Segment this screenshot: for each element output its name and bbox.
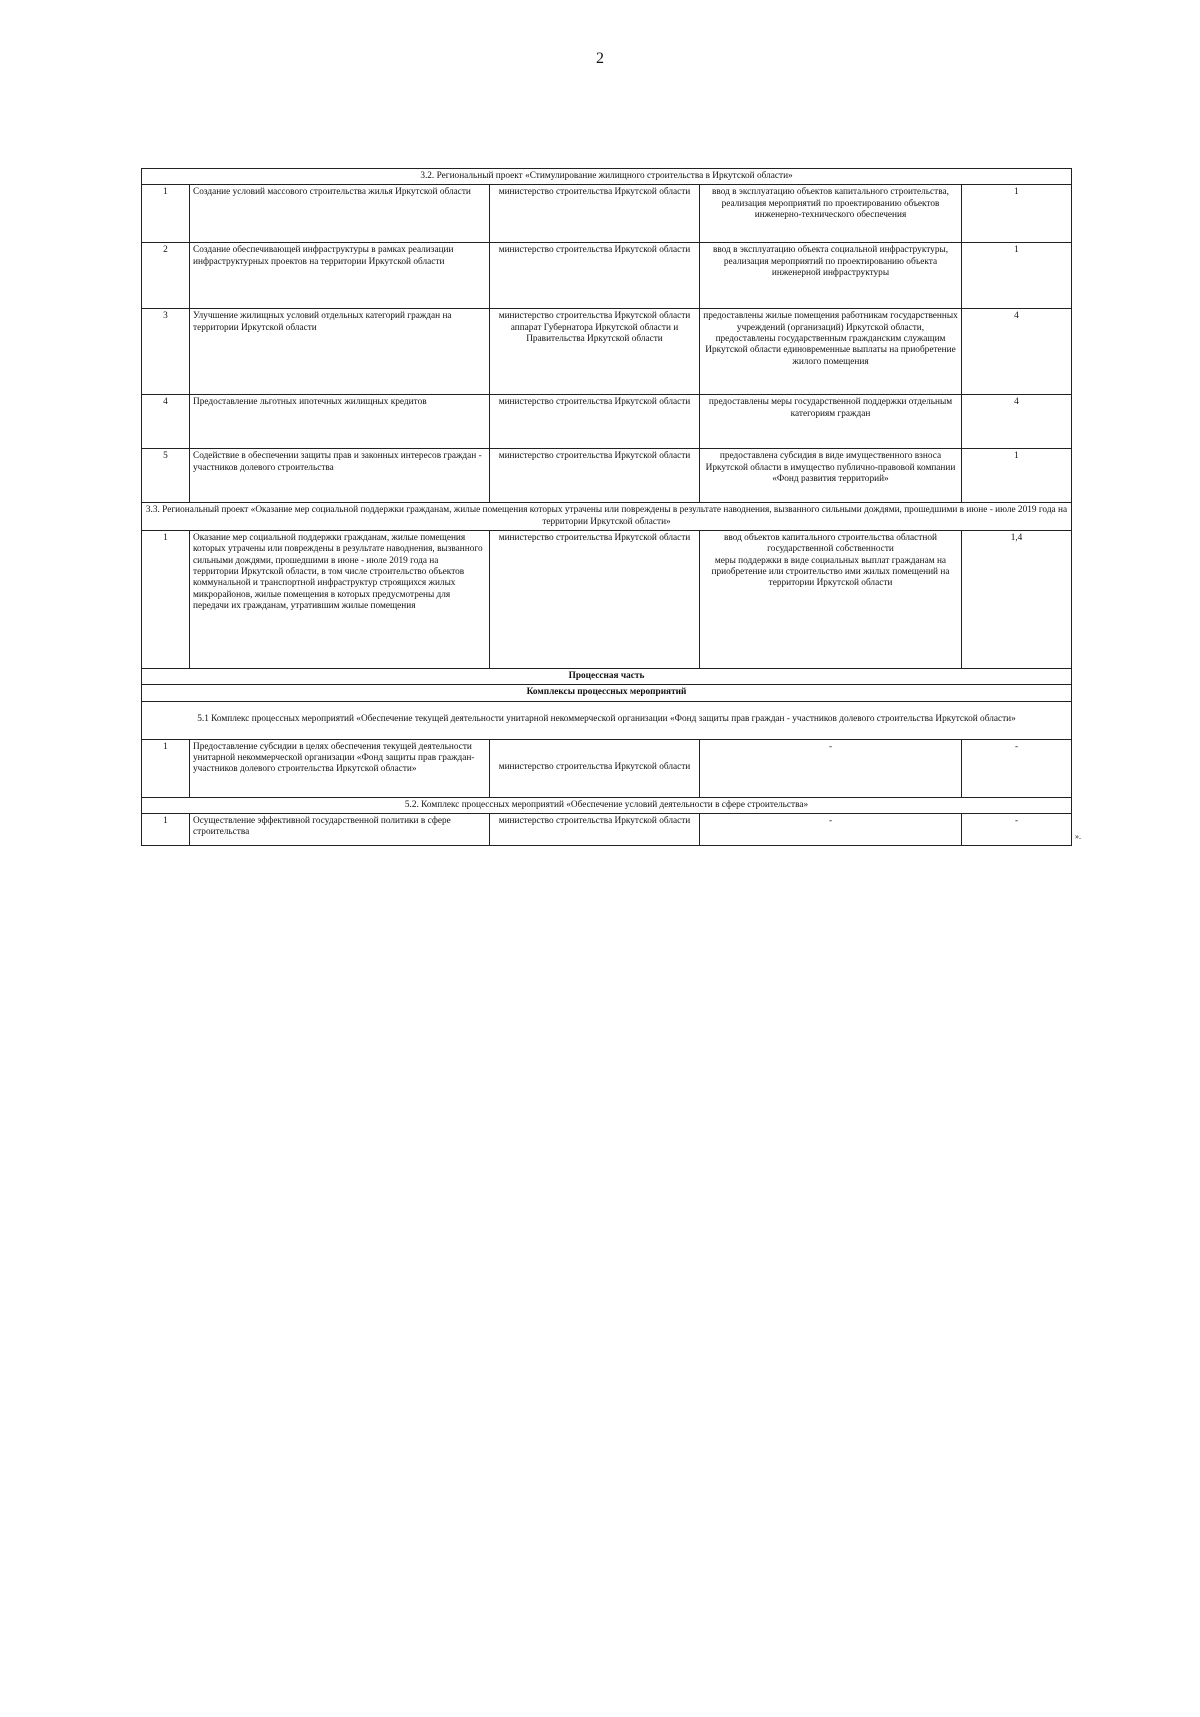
process-part-title: Процессная часть [142,668,1072,684]
row-number: 1 [142,739,190,797]
closing-quote-mark: ». [1075,831,1082,841]
section-title-3-3: 3.3. Региональный проект «Оказание мер социальной поддержки гражданам, жилые помещения которых утрачены или повреждены в результате наводнения, вызванного сильными дождями, прошедшими в июне - июле 2019 года на территории Иркутской области» [142,503,1072,531]
result: - [700,739,962,797]
result: ввод объектов капитального строительства областной государственной собственности меры поддержки в виде социальных выплат гражданам на приобретение или строительство ими жилых помещений на территории Иркутской области [700,530,962,668]
row-number: 5 [142,449,190,503]
table-row [142,185,1072,243]
indicator-link: 1 [962,449,1072,503]
section-title-5-2: 5.2. Комплекс процессных мероприятий «Обеспечение условий деятельности в сфере строительства» [142,797,1072,813]
indicator-link: 1 [962,185,1072,243]
measure-name: Создание обеспечивающей инфраструктуры в рамках реализации инфраструктурных проектов на территории Иркутской области [190,243,490,309]
measure-name: Предоставление субсидии в целях обеспечения текущей деятельности унитарной некоммерческой организации «Фонд защиты прав граждан-участников долевого строительства Иркутской области» [190,739,490,797]
section-header-row [142,797,1072,813]
table-row [142,309,1072,395]
result: предоставлена субсидия в виде имущественного взноса Иркутской области в имущество публично-правовой компании «Фонд развития территорий» [700,449,962,503]
section-header-row [142,701,1072,739]
result: ввод в эксплуатацию объектов капитального строительства, реализация мероприятий по проектированию объектов инженерно-технического обеспечения [700,185,962,243]
table-row [142,739,1072,797]
process-complexes-title: Комплексы процессных мероприятий [142,685,1072,701]
executor: министерство строительства Иркутской области [490,530,700,668]
executor: министерство строительства Иркутской области [490,739,700,797]
process-complexes-row [142,685,1072,701]
measure-name: Улучшение жилищных условий отдельных категорий граждан на территории Иркутской области [190,309,490,395]
executor: министерство строительства Иркутской области [490,449,700,503]
row-number: 2 [142,243,190,309]
executor: министерство строительства Иркутской области [490,813,700,845]
result: предоставлены жилые помещения работникам государственных учреждений (организаций) Иркутской области, предоставлены государственным гражданским служащим Иркутской области единовременные выплаты на приобретение жилого помещения [700,309,962,395]
row-number: 1 [142,185,190,243]
measures-table [141,168,1072,846]
section-title-5-1: 5.1 Комплекс процессных мероприятий «Обеспечение текущей деятельности унитарной некоммерческой организации «Фонд защиты прав граждан - участников долевого строительства Иркутской области» [142,701,1072,739]
table-row [142,449,1072,503]
indicator-link: 1 [962,243,1072,309]
section-title-3-2: 3.2. Региональный проект «Стимулирование жилищного строительства в Иркутской области» [142,169,1072,185]
indicator-link: 4 [962,395,1072,449]
section-header-row [142,169,1072,185]
indicator-link: 1,4 [962,530,1072,668]
table-row [142,395,1072,449]
indicator-link: - [962,739,1072,797]
indicator-link: - [962,813,1072,845]
table-row [142,243,1072,309]
measure-name: Осуществление эффективной государственной политики в сфере строительства [190,813,490,845]
executor: министерство строительства Иркутской области аппарат Губернатора Иркутской области и Правительства Иркутской области [490,309,700,395]
indicator-link: 4 [962,309,1072,395]
result: ввод в эксплуатацию объекта социальной инфраструктуры, реализация мероприятий по проектированию объекта инженерной инфраструктуры [700,243,962,309]
row-number: 1 [142,530,190,668]
section-header-row [142,503,1072,531]
row-number: 3 [142,309,190,395]
measure-name: Предоставление льготных ипотечных жилищных кредитов [190,395,490,449]
result: предоставлены меры государственной поддержки отдельным категориям граждан [700,395,962,449]
table-row [142,530,1072,668]
result: - [700,813,962,845]
table-row [142,813,1072,845]
process-part-row [142,668,1072,684]
measure-name: Создание условий массового строительства жилья Иркутской области [190,185,490,243]
measure-name: Оказание мер социальной поддержки гражданам, жилые помещения которых утрачены или повреждены в результате наводнения, вызванного сильными дождями, прошедшими в июне - июле 2019 года на территории Иркутской области, в том числе строительство объектов коммунальной и транспортной инфраструктур строящихся жилых микрорайонов, жилые помещения в которых предусмотрены для передачи их гражданам, утратившим жилые помещения [190,530,490,668]
executor: министерство строительства Иркутской области [490,395,700,449]
row-number: 4 [142,395,190,449]
row-number: 1 [142,813,190,845]
executor: министерство строительства Иркутской области [490,185,700,243]
executor: министерство строительства Иркутской области [490,243,700,309]
measure-name: Содействие в обеспечении защиты прав и законных интересов граждан - участников долевого строительства [190,449,490,503]
page-number: 2 [596,50,604,67]
